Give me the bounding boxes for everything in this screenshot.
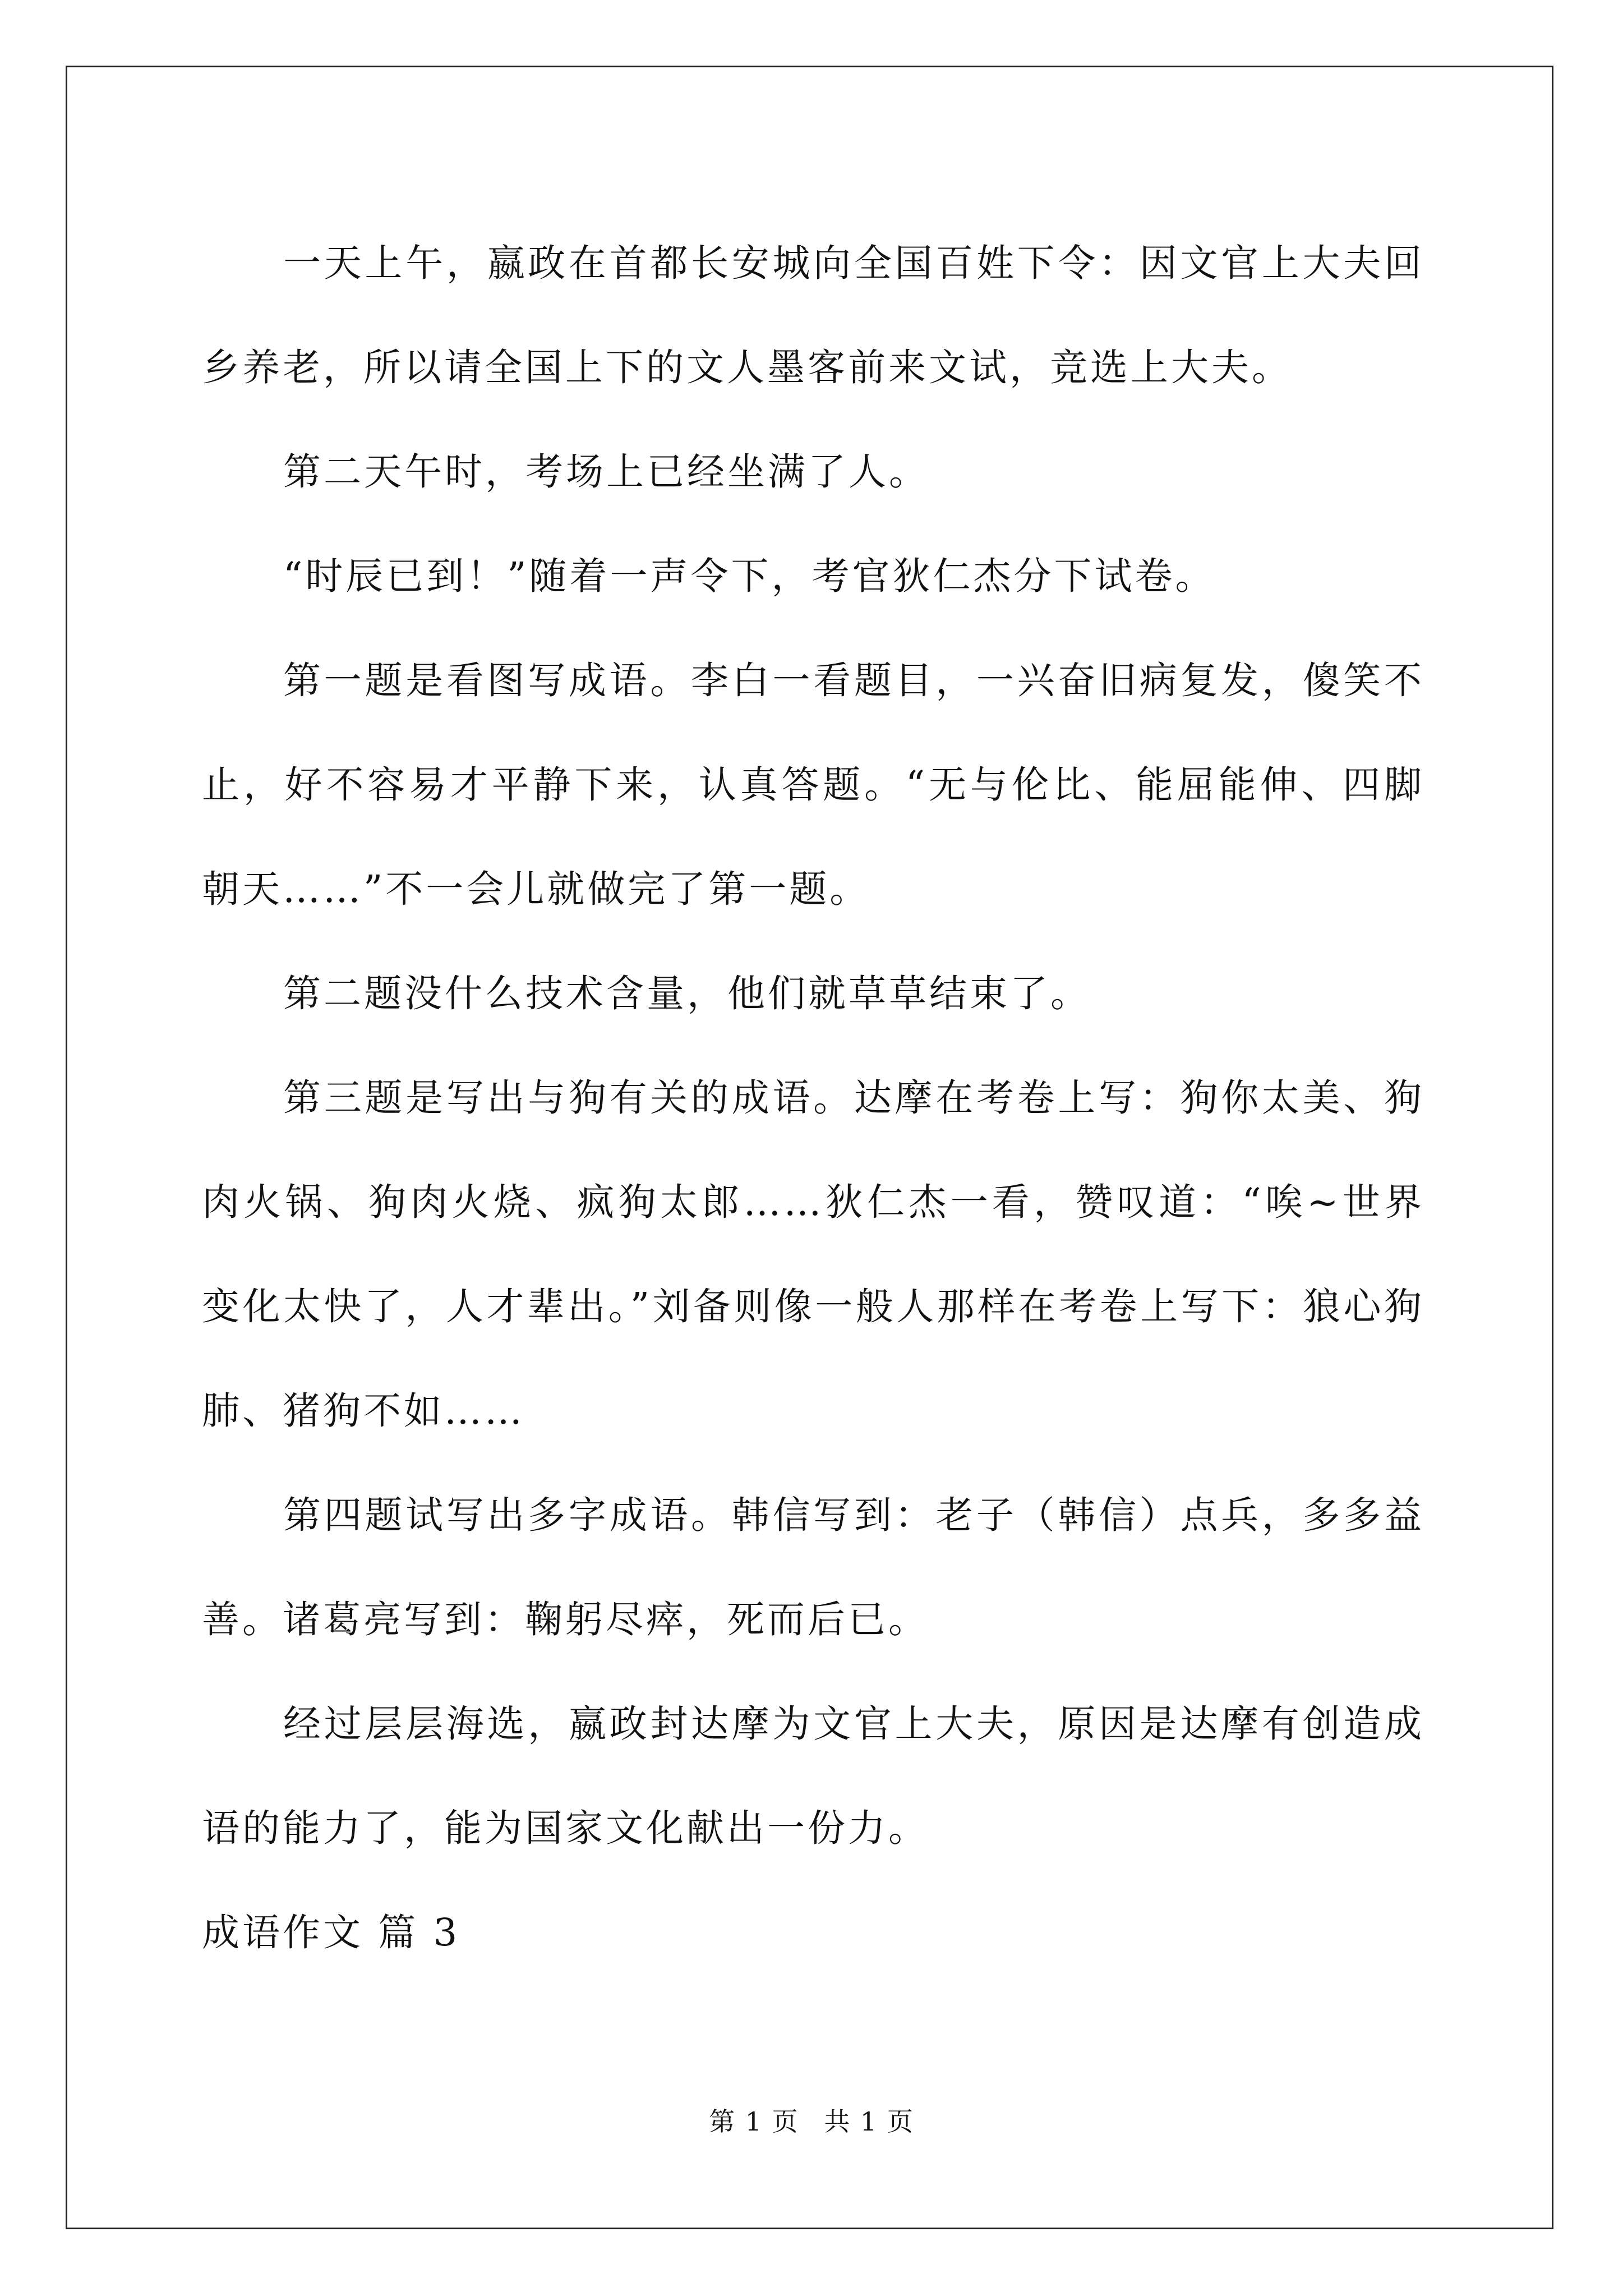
paragraph-5: 第二题没什么技术含量，他们就草草结束了。 <box>283 972 1091 1015</box>
page-total: 共 1 页 <box>824 2106 914 2137</box>
paragraph-6: 第三题是写出与狗有关的成语。达摩在考卷上写：狗你太美、狗肉火锅、狗肉火烧、疯狗太郎……狄仁杰一看，赞叹道：“唉~世界变化太快了，人才辈出。”刘备则像一般人那样在考卷上写下：狼心狗肺、猪狗不如…… <box>202 1076 1424 1433</box>
paragraph-2: 第二天午时，考场上已经坐满了人。 <box>283 450 929 494</box>
paragraph-7: 第四题试写出多字成语。韩信写到：老子（韩信）点兵，多多益善。诸葛亮写到：鞠躬尽瘁，死而后已。 <box>202 1493 1424 1641</box>
paragraph-4: 第一题是看图写成语。李白一看题目，一兴奋旧病复发，傻笑不止，好不容易才平静下来，认真答题。“无与伦比、能屈能伸、四脚朝天……”不一会儿就做完了第一题。 <box>202 659 1424 911</box>
section-heading: 成语作文 篇 3 <box>202 1911 460 1954</box>
page-footer <box>0 2105 1623 2138</box>
paragraph-3: “时辰已到！”随着一声令下，考官狄仁杰分下试卷。 <box>283 554 1216 598</box>
page-number: 第 1 页 <box>709 2106 799 2137</box>
document-body <box>202 211 1424 1985</box>
paragraph-1: 一天上午，嬴政在首都长安城向全国百姓下令：因文官上大夫回乡养老，所以请全国上下的文人墨客前来文试，竞选上大夫。 <box>202 241 1424 389</box>
paragraph-8: 经过层层海选，嬴政封达摩为文官上大夫，原因是达摩有创造成语的能力了，能为国家文化献出一份力。 <box>202 1702 1424 1850</box>
